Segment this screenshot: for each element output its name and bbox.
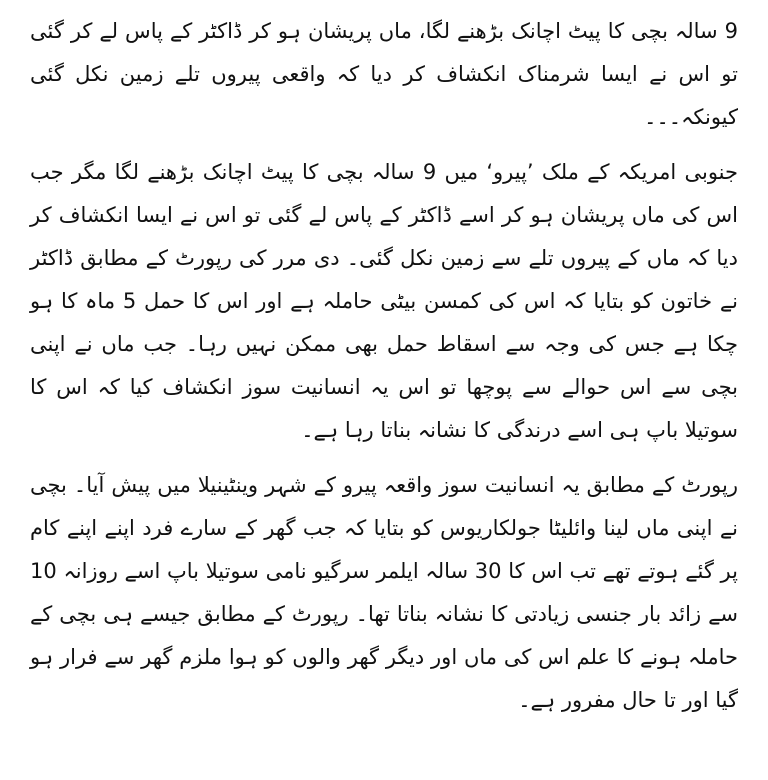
article-paragraph: جنوبی امریکہ کے ملک ’پیرو‘ میں 9 سالہ بچی کا پیٹ اچانک بڑھنے لگا مگر جب اس کی ماں پریشان ہو کر اسے ڈاکٹر کے پاس لے گئی تو اس نے ایسا انکشاف کر دیا کہ ماں کے پیروں تلے سے زمین نکل گئی۔ دی مرر کی رپورٹ کے مطابق ڈاکٹر نے خاتون کو بتایا کہ اس کی کمسن بیٹی حاملہ ہے اور اس کا حمل 5 ماہ کا ہو چکا ہے جس کی وجہ سے اسقاط حمل بھی ممکن نہیں رہا۔ جب ماں نے اپنی بچی سے اس حوالے سے پوچھا تو اس یہ انسانیت سوز انکشاف کیا کہ اس کا سوتیلا باپ ہی اسے درندگی کا نشانہ بناتا رہا ہے۔ <box>30 160 738 442</box>
article-paragraph: رپورٹ کے مطابق یہ انسانیت سوز واقعہ پیرو کے شہر وینٹینیلا میں پیش آیا۔ بچی نے اپنی ماں لینا وائلیٹا جولکاریوس کو بتایا کہ جب گھر کے سارے فرد اپنے اپنے کام پر گئے ہوتے تھے تب اس کا 30 سالہ ایلمر سرگیو نامی سوتیلا باپ اسے روزانہ 10 سے زائد بار جنسی زیادتی کا نشانہ بناتا تھا۔ رپورٹ کے مطابق جیسے ہی بچی کے حاملہ ہونے کا علم اس کی ماں اور دیگر گھر والوں کو ہوا ملزم گھر سے فرار ہو گیا اور تا حال مفرور ہے۔ <box>30 473 738 712</box>
article-headline-paragraph: 9 سالہ بچی کا پیٹ اچانک بڑھنے لگا، ماں پریشان ہو کر ڈاکٹر کے پاس لے کر گئی تو اس نے ایسا شرمناک انکشاف کر دیا کہ واقعی پیروں تلے زمین نکل گئی کیونکہ۔۔۔ <box>30 19 738 129</box>
